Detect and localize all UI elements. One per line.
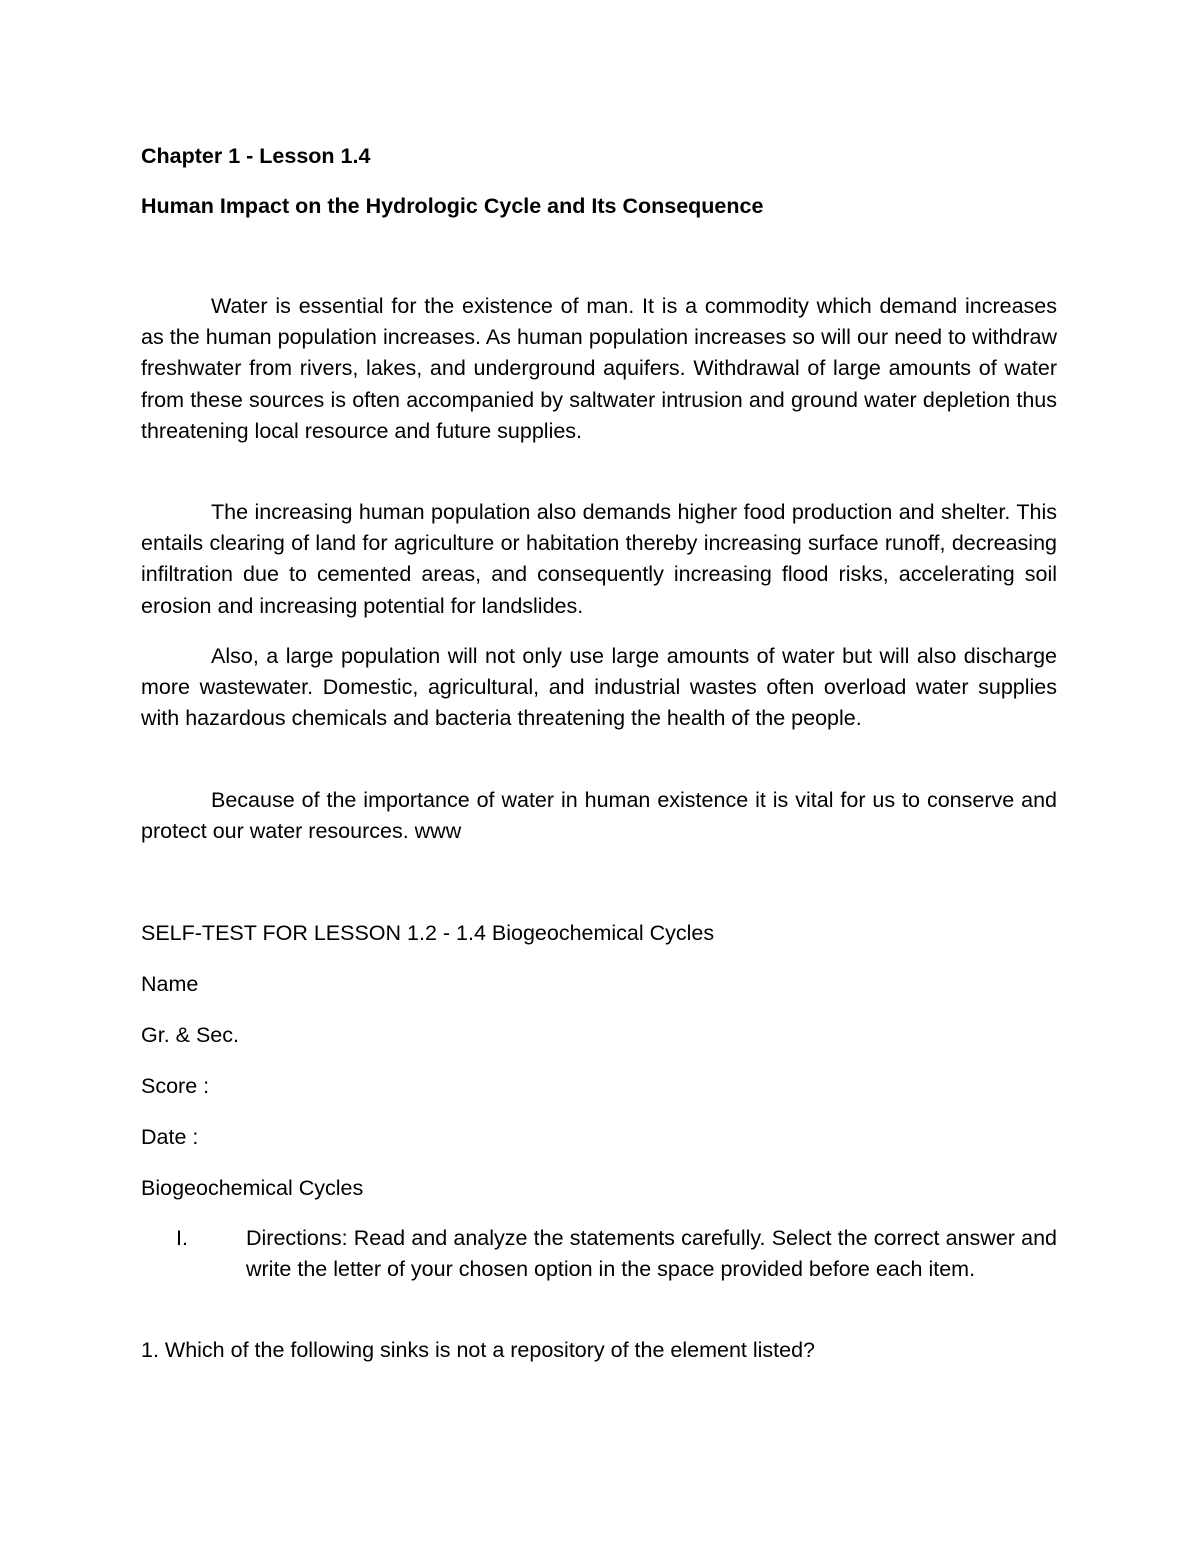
grade-section-label: Gr. & Sec. xyxy=(141,1023,239,1047)
chapter-heading: Chapter 1 - Lesson 1.4 xyxy=(141,144,371,168)
paragraph-water-essential: Water is essential for the existence of man. It is a commodity which demand increases as the human population increases. As human population increases so will our need to withdraw freshwater from rivers, lakes, and underground aquifers. Withdrawal of large amounts of water from these sources is often accompanied by saltwater intrusion and ground water depletion thus threatening local resource and future supplies. xyxy=(141,294,1057,443)
paragraph-population-demands: The increasing human population also demands higher food production and shelter. This entails clearing of land for agriculture or habitation thereby increasing surface runoff, decreasing infiltration due to cemented areas, and consequently increasing flood risks, accelerating soil erosion and increasing potential for landslides. xyxy=(141,500,1057,618)
directions-list-marker: I. xyxy=(176,1226,188,1250)
question-1: 1. Which of the following sinks is not a repository of the element listed? xyxy=(141,1338,816,1362)
self-test-title: SELF-TEST FOR LESSON 1.2 - 1.4 Biogeochemical Cycles xyxy=(141,921,715,945)
name-label: Name xyxy=(141,972,199,996)
score-label: Score : xyxy=(141,1074,210,1098)
paragraph-conserve-water: Because of the importance of water in human existence it is vital for us to conserve and protect our water resources. www xyxy=(141,788,1057,844)
lesson-title: Human Impact on the Hydrologic Cycle and Its Consequence xyxy=(141,194,764,218)
section-title: Biogeochemical Cycles xyxy=(141,1176,364,1200)
directions-text: Directions: Read and analyze the statements carefully. Select the correct answer and write the letter of your chosen option in the space provided before each item. xyxy=(246,1226,1057,1282)
date-label: Date : xyxy=(141,1125,199,1149)
paragraph-wastewater: Also, a large population will not only use large amounts of water but will also discharge more wastewater. Domestic, agricultural, and industrial wastes often overload water supplies with hazardous chemicals and bacteria threatening the health of the people. xyxy=(141,644,1057,731)
